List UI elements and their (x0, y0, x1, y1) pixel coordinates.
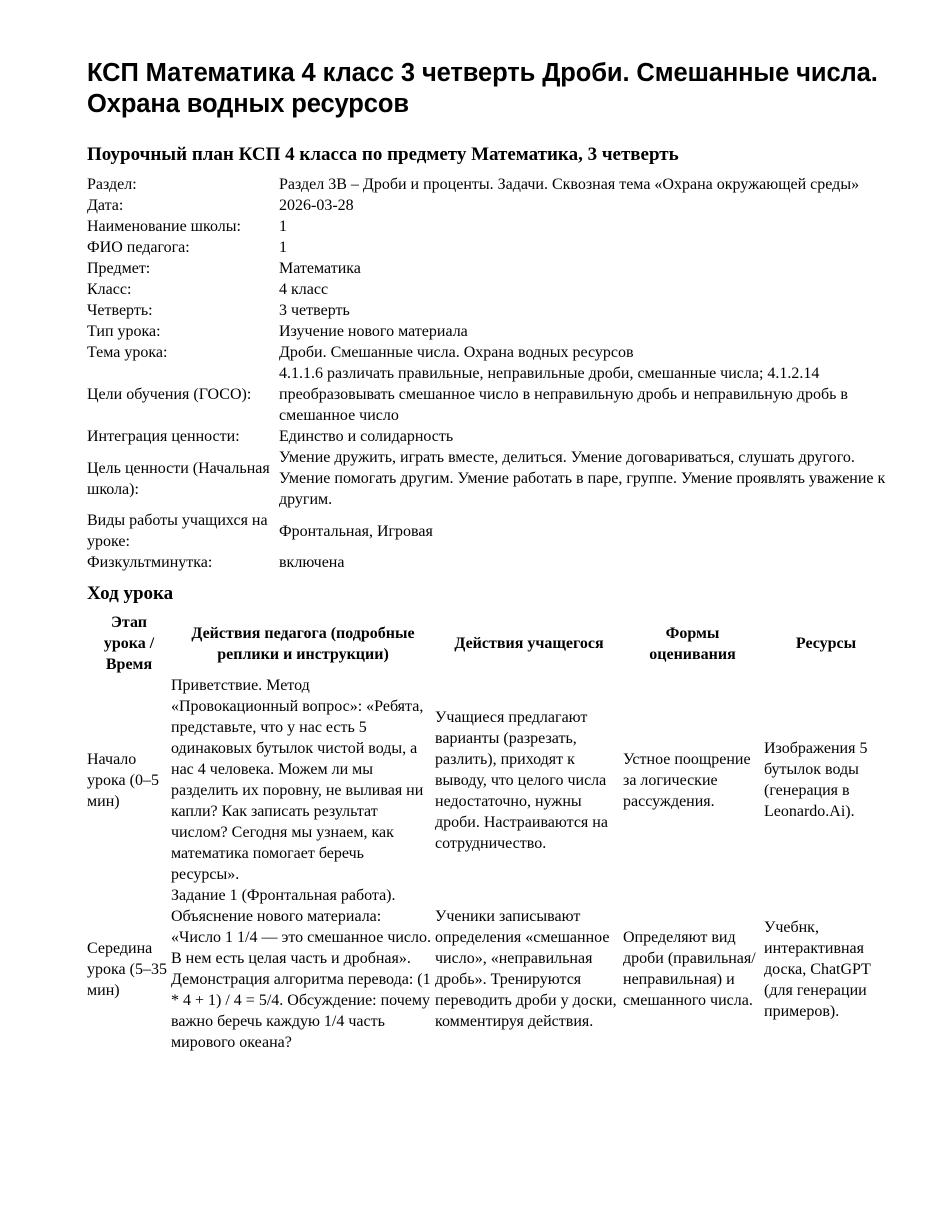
cell-assessment: Устное поощрение за логические рассуждения. (623, 750, 751, 810)
document-page (87, 58, 890, 1053)
info-label: Наименование школы: (87, 218, 241, 235)
info-row (87, 447, 890, 510)
info-value: Фронтальная, Игровая (279, 522, 433, 540)
cell-teacher: Задание 1 (Фронтальная работа). Объяснение нового материала: «Число 1 1/4 — это смешанное число. В нем есть целая часть и дробная». Демонстрация алгоритма перевода: (1 * 4 + 1) / 4 = 5/4. Обсуждение: почему важно беречь каждую 1/4 часть мирового океана? (171, 887, 432, 1051)
plan-heading: Поурочный план КСП 4 класса по предмету Математика, 3 четверть (87, 144, 679, 165)
info-value: 1 (279, 218, 287, 235)
cell-student: Ученики записывают определения «смешанное число», «неправильная дробь». Тренируются переводить дроби у доски, комментируя действия. (435, 908, 617, 1030)
info-value: 4 класс (279, 281, 329, 298)
info-row (87, 174, 890, 195)
info-label: Интеграция ценности: (87, 428, 240, 445)
info-row (87, 363, 890, 426)
info-value: 2026-03-28 (279, 197, 354, 214)
lesson-heading: Ход урока (87, 583, 174, 604)
header-teacher: Действия педагога (подробные реплики и инструкции) (191, 624, 415, 663)
info-row (87, 195, 890, 216)
info-value: включена (279, 554, 345, 571)
info-value: 1 (279, 239, 287, 256)
info-value: 4.1.1.6 различать правильные, неправильные дроби, смешанные числа; 4.1.2.14 преобразовывать смешанное число в неправильную дробь и неправильную дробь в смешанное число (279, 365, 848, 424)
header-student: Действия учащегося (454, 635, 604, 652)
info-label: Класс: (87, 281, 132, 298)
header-resources: Ресурсы (795, 635, 857, 652)
cell-stage: Начало урока (0–5 мин) (87, 750, 159, 810)
info-label: Дата: (87, 197, 124, 214)
info-table (87, 174, 890, 573)
info-label: Четверть: (87, 302, 153, 319)
header-assessment: Формы оценивания (649, 624, 736, 663)
info-label: Тема урока: (87, 344, 168, 361)
info-value: Раздел 3В – Дроби и проценты. Задачи. Сквозная тема «Охрана окружающей среды» (279, 176, 860, 193)
cell-teacher: Приветствие. Метод «Провокационный вопрос»: «Ребята, представьте, что у нас есть 5 одинаковых бутылок чистой воды, а нас 4 человека. Можем ли мы разделить их поровну, не выливая ни капли? Как записать результат числом? Сегодня мы узнаем, как математика помогает беречь ресурсы». (171, 677, 424, 883)
info-row (87, 552, 890, 573)
info-label: Цель ценности (Начальная школа): (87, 459, 270, 498)
info-label: Виды работы учащихся на уроке: (87, 512, 268, 550)
info-label: ФИО педагога: (87, 239, 190, 256)
info-label: Цели обучения (ГОСО): (87, 386, 252, 403)
lesson-header-row (87, 612, 890, 675)
info-value: Единство и солидарность (279, 428, 454, 445)
info-row (87, 342, 890, 363)
lesson-table (87, 612, 890, 1053)
cell-resources: Учебнк, интерактивная доска, ChatGPT (для генерации примеров). (764, 918, 871, 1020)
document-title: КСП Математика 4 класс 3 четверть Дроби. Смешанные числа. Охрана водных ресурсов (87, 59, 878, 118)
lesson-row (87, 675, 890, 885)
cell-resources: Изображения 5 бутылок воды (генерация в Leonardo.Ai). (764, 740, 868, 820)
info-row (87, 258, 890, 279)
info-row (87, 426, 890, 447)
info-value: 3 четверть (279, 302, 350, 319)
info-row (87, 510, 890, 552)
info-value: Математика (279, 260, 361, 277)
cell-assessment: Определяют вид дроби (правильная/неправильная) и смешанного числа. (623, 929, 756, 1009)
header-stage: Этап урока / Время (103, 614, 155, 673)
info-label: Физкультминутка: (87, 554, 213, 571)
info-value: Изучение нового материала (279, 323, 468, 340)
info-value: Умение дружить, играть вместе, делиться. Умение договариваться, слушать другого. Умение помогать другим. Умение работать в паре, группе. Умение проявлять уважение к другим. (279, 449, 886, 508)
info-row (87, 321, 890, 342)
info-row (87, 279, 890, 300)
cell-student: Учащиеся предлагают варианты (разрезать, разлить), приходят к выводу, что целого числа недостаточно, нужны дроби. Настраиваются на сотрудничество. (435, 708, 608, 852)
info-row (87, 300, 890, 321)
info-row (87, 237, 890, 258)
info-label: Предмет: (87, 260, 151, 277)
lesson-row (87, 885, 890, 1053)
cell-stage: Середина урока (5–35 мин) (87, 939, 167, 999)
info-value: Дроби. Смешанные числа. Охрана водных ресурсов (279, 344, 634, 361)
info-row (87, 216, 890, 237)
info-label: Тип урока: (87, 323, 161, 340)
info-label: Раздел: (87, 176, 137, 193)
